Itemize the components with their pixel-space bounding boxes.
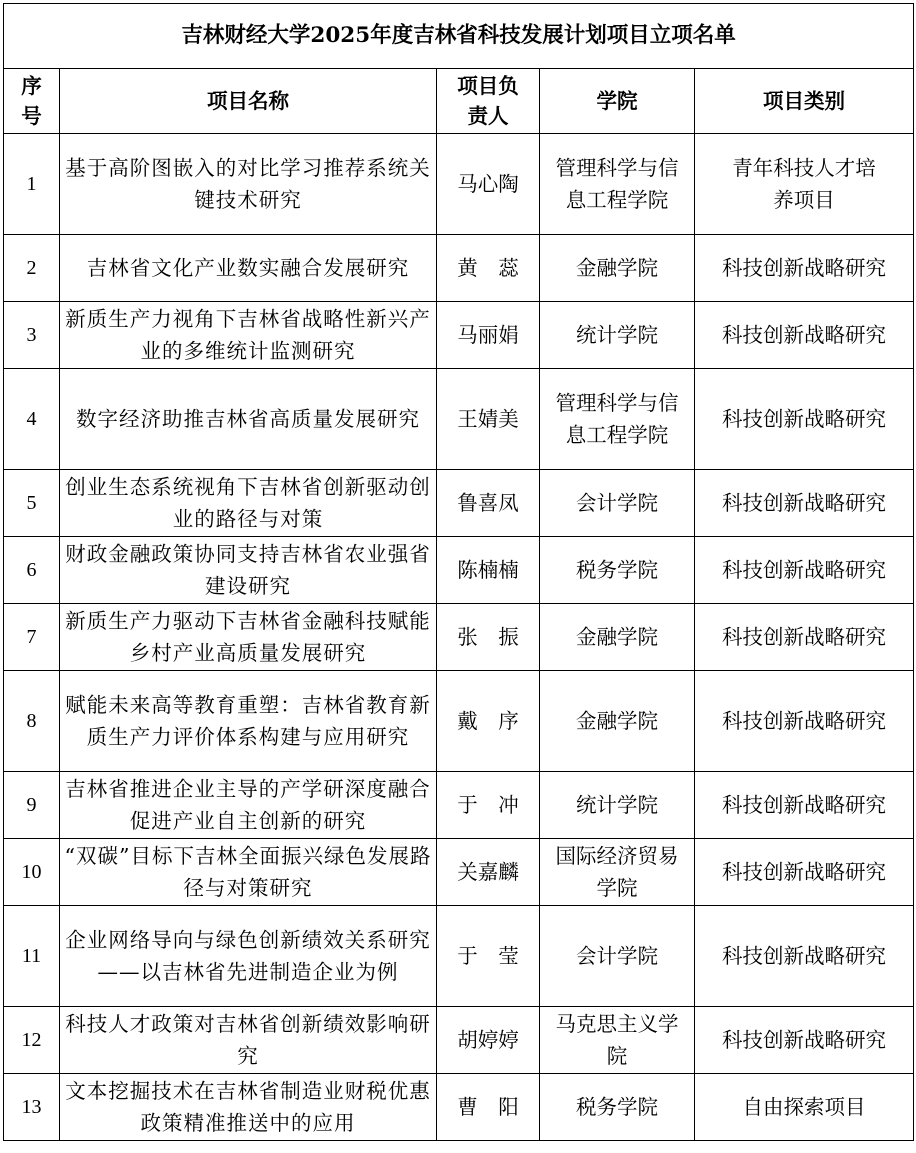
header-seq: 序号 bbox=[4, 69, 60, 134]
row-leader: 张 振 bbox=[437, 604, 540, 671]
header-college: 学院 bbox=[540, 69, 695, 134]
table-title: 吉林财经大学2025年度吉林省科技发展计划项目立项名单 bbox=[4, 4, 914, 69]
header-row bbox=[4, 69, 914, 134]
row-leader: 于 莹 bbox=[437, 906, 540, 1007]
title-row bbox=[4, 4, 914, 69]
row-project-name: 文本挖掘技术在吉林省制造业财税优惠政策精准推送中的应用 bbox=[60, 1074, 437, 1141]
row-leader: 马丽娟 bbox=[437, 302, 540, 369]
row-college: 金融学院 bbox=[540, 604, 695, 671]
row-college: 国际经济贸易学院 bbox=[540, 839, 695, 906]
row-college: 管理科学与信息工程学院 bbox=[540, 369, 695, 470]
row-seq: 4 bbox=[4, 369, 60, 470]
row-leader: 胡婷婷 bbox=[437, 1007, 540, 1074]
row-seq: 2 bbox=[4, 235, 60, 302]
table-row bbox=[4, 1074, 914, 1141]
table-row bbox=[4, 839, 914, 906]
row-seq: 13 bbox=[4, 1074, 60, 1141]
row-college: 马克思主义学院 bbox=[540, 1007, 695, 1074]
row-leader: 戴 序 bbox=[437, 671, 540, 772]
row-project-name: 新质生产力视角下吉林省战略性新兴产业的多维统计监测研究 bbox=[60, 302, 437, 369]
row-college: 税务学院 bbox=[540, 537, 695, 604]
row-college: 统计学院 bbox=[540, 772, 695, 839]
row-seq: 5 bbox=[4, 470, 60, 537]
row-college: 会计学院 bbox=[540, 906, 695, 1007]
row-college: 金融学院 bbox=[540, 671, 695, 772]
row-project-name: 财政金融政策协同支持吉林省农业强省建设研究 bbox=[60, 537, 437, 604]
row-project-name: 数字经济助推吉林省高质量发展研究 bbox=[60, 369, 437, 470]
table-row bbox=[4, 369, 914, 470]
row-category: 青年科技人才培养项目 bbox=[695, 134, 914, 235]
row-leader: 马心陶 bbox=[437, 134, 540, 235]
row-category: 科技创新战略研究 bbox=[695, 537, 914, 604]
row-leader: 王婧美 bbox=[437, 369, 540, 470]
row-seq: 6 bbox=[4, 537, 60, 604]
row-seq: 8 bbox=[4, 671, 60, 772]
table-row bbox=[4, 671, 914, 772]
row-project-name: 创业生态系统视角下吉林省创新驱动创业的路径与对策 bbox=[60, 470, 437, 537]
header-name: 项目名称 bbox=[60, 69, 437, 134]
table-row bbox=[4, 302, 914, 369]
table-row bbox=[4, 772, 914, 839]
table-row bbox=[4, 470, 914, 537]
table-row bbox=[4, 604, 914, 671]
row-leader: 曹 阳 bbox=[437, 1074, 540, 1141]
row-college: 统计学院 bbox=[540, 302, 695, 369]
table-row bbox=[4, 235, 914, 302]
row-leader: 黄 蕊 bbox=[437, 235, 540, 302]
row-seq: 12 bbox=[4, 1007, 60, 1074]
row-project-name: 赋能未来高等教育重塑：吉林省教育新质生产力评价体系构建与应用研究 bbox=[60, 671, 437, 772]
header-leader: 项目负责人 bbox=[437, 69, 540, 134]
row-category: 科技创新战略研究 bbox=[695, 839, 914, 906]
row-seq: 3 bbox=[4, 302, 60, 369]
row-category: 科技创新战略研究 bbox=[695, 906, 914, 1007]
row-project-name: 基于高阶图嵌入的对比学习推荐系统关键技术研究 bbox=[60, 134, 437, 235]
row-seq: 10 bbox=[4, 839, 60, 906]
table-row bbox=[4, 134, 914, 235]
row-project-name: 企业网络导向与绿色创新绩效关系研究——以吉林省先进制造企业为例 bbox=[60, 906, 437, 1007]
row-seq: 7 bbox=[4, 604, 60, 671]
row-category: 科技创新战略研究 bbox=[695, 1007, 914, 1074]
row-leader: 于 冲 bbox=[437, 772, 540, 839]
table-row bbox=[4, 537, 914, 604]
project-table bbox=[3, 3, 914, 1141]
row-seq: 11 bbox=[4, 906, 60, 1007]
row-project-name: 吉林省文化产业数实融合发展研究 bbox=[60, 235, 437, 302]
row-leader: 陈楠楠 bbox=[437, 537, 540, 604]
row-category: 科技创新战略研究 bbox=[695, 470, 914, 537]
row-college: 税务学院 bbox=[540, 1074, 695, 1141]
row-project-name: 科技人才政策对吉林省创新绩效影响研究 bbox=[60, 1007, 437, 1074]
row-project-name: 吉林省推进企业主导的产学研深度融合促进产业自主创新的研究 bbox=[60, 772, 437, 839]
row-project-name: “双碳”目标下吉林全面振兴绿色发展路径与对策研究 bbox=[60, 839, 437, 906]
row-category: 科技创新战略研究 bbox=[695, 604, 914, 671]
row-college: 金融学院 bbox=[540, 235, 695, 302]
row-project-name: 新质生产力驱动下吉林省金融科技赋能乡村产业高质量发展研究 bbox=[60, 604, 437, 671]
table-row bbox=[4, 1007, 914, 1074]
row-leader: 鲁喜凤 bbox=[437, 470, 540, 537]
header-category: 项目类别 bbox=[695, 69, 914, 134]
row-college: 会计学院 bbox=[540, 470, 695, 537]
row-category: 科技创新战略研究 bbox=[695, 302, 914, 369]
row-category: 科技创新战略研究 bbox=[695, 235, 914, 302]
row-seq: 1 bbox=[4, 134, 60, 235]
row-college: 管理科学与信息工程学院 bbox=[540, 134, 695, 235]
row-category: 自由探索项目 bbox=[695, 1074, 914, 1141]
row-category: 科技创新战略研究 bbox=[695, 671, 914, 772]
row-leader: 关嘉麟 bbox=[437, 839, 540, 906]
row-category: 科技创新战略研究 bbox=[695, 369, 914, 470]
table-row bbox=[4, 906, 914, 1007]
row-seq: 9 bbox=[4, 772, 60, 839]
row-category: 科技创新战略研究 bbox=[695, 772, 914, 839]
